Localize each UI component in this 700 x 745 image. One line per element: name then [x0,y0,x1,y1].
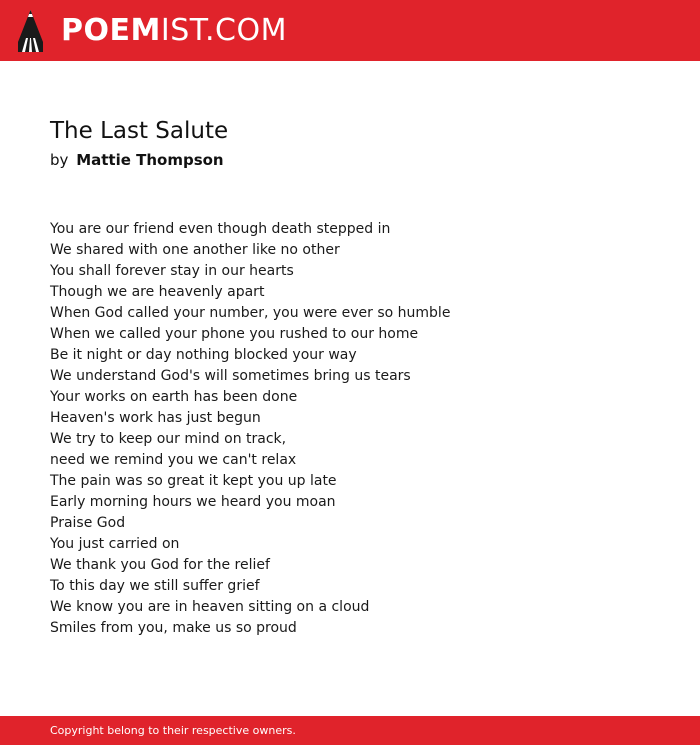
poem-title: The Last Salute [50,118,229,144]
poem-line: We understand God's will sometimes bring us tears [50,368,411,384]
site-logo[interactable] [18,9,287,53]
poem-line: Though we are heavenly apart [50,284,265,300]
poem-line: We know you are in heaven sitting on a cloud [50,599,370,615]
brand-name [61,9,287,53]
poem-line: We thank you God for the relief [50,557,270,573]
poem-line: The pain was so great it kept you up late [50,473,337,489]
poem-line: Praise God [50,515,126,531]
pencil-icon [18,10,43,52]
author-name[interactable]: Mattie Thompson [76,151,224,169]
byline [50,150,670,170]
poem-body [50,219,670,639]
poem-line: Early morning hours we heard you moan [50,494,336,510]
poem-line: To this day we still suffer grief [50,578,260,594]
poem-line: You shall forever stay in our hearts [50,263,294,279]
poem-line: We try to keep our mind on track, [50,431,287,447]
brand-bold: POEM [61,13,161,48]
poem-line: Smiles from you, make us so proud [50,620,297,636]
poem-header [50,112,670,170]
poem-line: Be it night or day nothing blocked your way [50,347,357,363]
site-header [0,0,700,61]
poem-line: You are our friend even though death stepped in [50,221,391,237]
poem-line: Heaven's work has just begun [50,410,261,426]
poem-line: We shared with one another like no other [50,242,340,258]
copyright-text: Copyright belong to their respective owners. [50,724,296,737]
poem-line: When God called your number, you were ever so humble [50,305,451,321]
poem-line: When we called your phone you rushed to our home [50,326,419,342]
poem-line: You just carried on [50,536,180,552]
poem-line: Your works on earth has been done [50,389,298,405]
brand-light: IST.COM [160,13,287,48]
poem-line: need we remind you we can't relax [50,452,297,468]
site-footer [0,716,700,745]
by-label: by [50,151,69,169]
